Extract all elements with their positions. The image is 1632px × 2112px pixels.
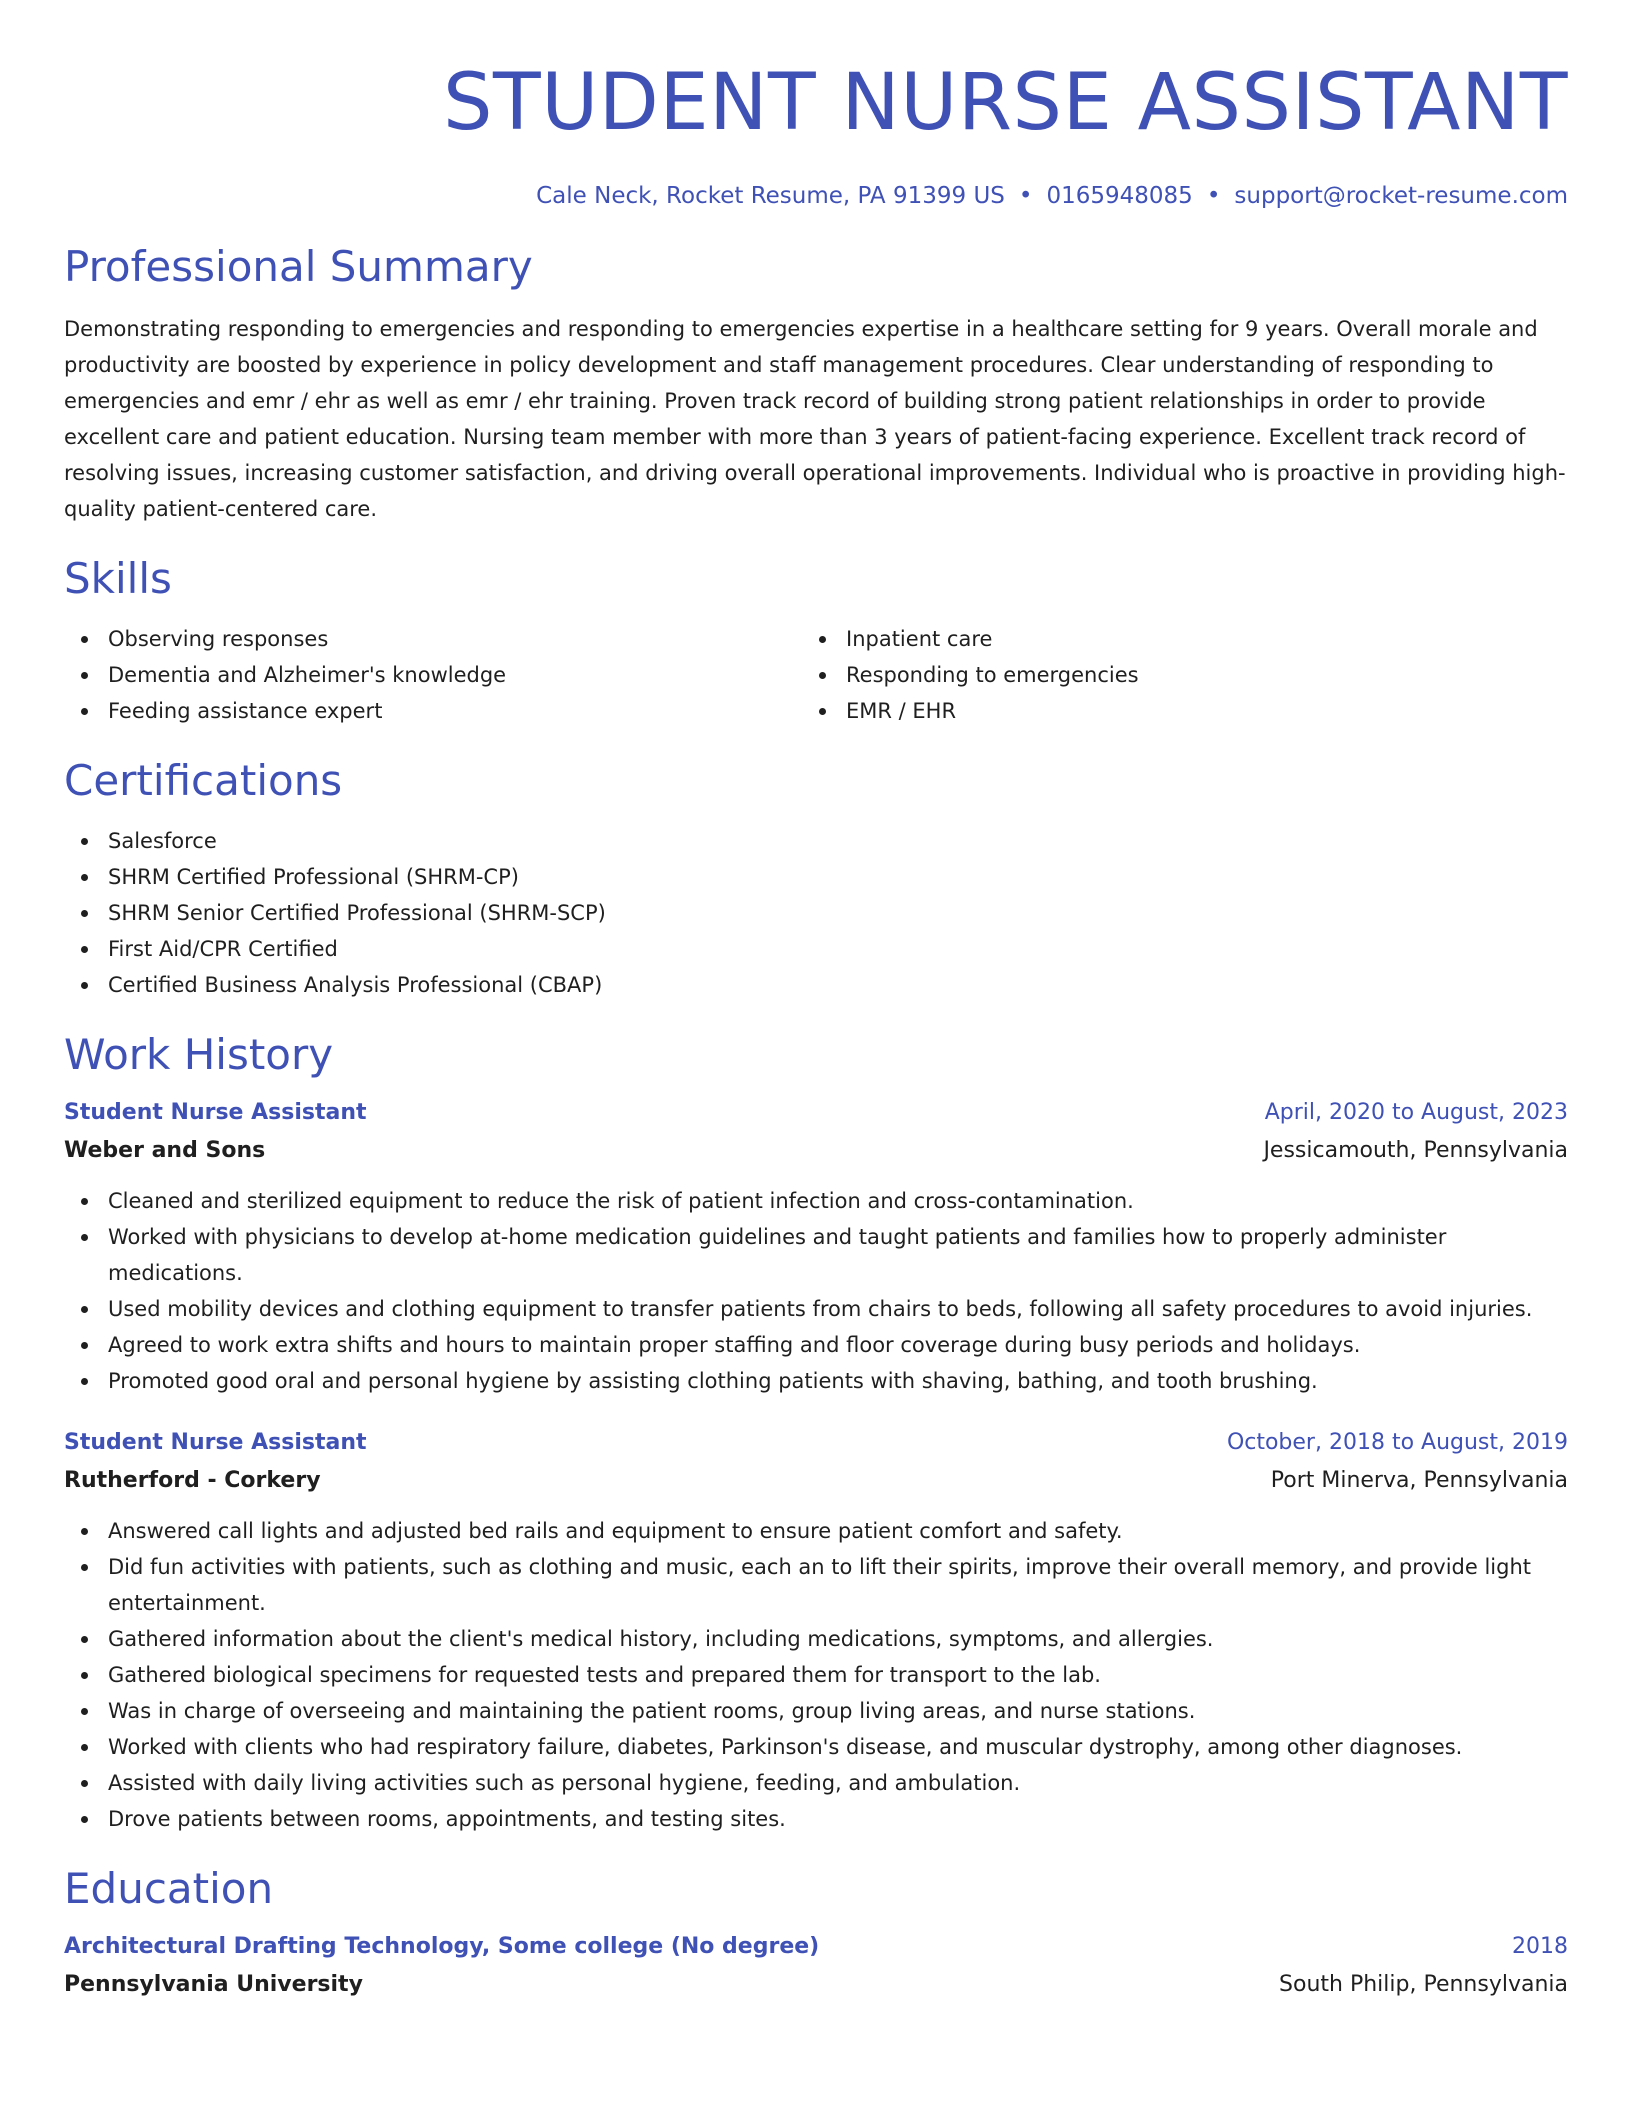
certifications-heading: Certifications	[64, 756, 343, 805]
job-header-row	[64, 1095, 1568, 1131]
job-header-row	[64, 1425, 1568, 1461]
job-duty: Worked with physicians to develop at-home medication guidelines and taught patients and families how to properly administer medications.	[64, 1219, 1568, 1291]
contact-phone: 0165948085	[1046, 183, 1193, 209]
certifications-list	[64, 823, 1568, 1003]
job-duty: Answered call lights and adjusted bed rails and equipment to ensure patient comfort and safety.	[64, 1513, 1568, 1549]
skill-item: Responding to emergencies	[802, 657, 1540, 693]
job-location: Port Minerva, Pennsylvania	[1270, 1468, 1568, 1493]
education-degree: Architectural Drafting Technology, Some college (No degree)	[64, 1934, 820, 1959]
skill-item: Inpatient care	[802, 621, 1540, 657]
job-duty: Worked with clients who had respiratory failure, diabetes, Parkinson's disease, and muscular dystrophy, among other diagnoses.	[64, 1729, 1568, 1765]
contact-address: Cale Neck, Rocket Resume, PA 91399 US	[536, 183, 1005, 209]
skill-item: Feeding assistance expert	[64, 693, 802, 729]
job-location: Jessicamouth, Pennsylvania	[1263, 1138, 1568, 1163]
education-entry	[64, 1929, 1568, 2005]
skills-columns	[64, 621, 1568, 729]
job-duty: Gathered biological specimens for requested tests and prepared them for transport to the lab.	[64, 1657, 1568, 1693]
skills-section	[64, 553, 1568, 729]
skills-heading: Skills	[64, 554, 172, 603]
job-company-row	[64, 1461, 1568, 1501]
contact-separator: •	[1206, 183, 1221, 209]
education-school-row	[64, 1965, 1568, 2005]
job-duty: Gathered information about the client's medical history, including medications, symptoms, and allergies.	[64, 1621, 1568, 1657]
job-duties-list	[64, 1513, 1568, 1837]
work-section	[64, 1029, 1568, 1837]
contact-line	[64, 181, 1568, 211]
job-dates: October, 2018 to August, 2019	[1226, 1430, 1568, 1455]
job-company-row	[64, 1131, 1568, 1171]
job-duty: Cleaned and sterilized equipment to reduce the risk of patient infection and cross-contamination.	[64, 1183, 1568, 1219]
job-duty: Was in charge of overseeing and maintaining the patient rooms, group living areas, and nurse stations.	[64, 1693, 1568, 1729]
job-duty: Used mobility devices and clothing equipment to transfer patients from chairs to beds, following all safety procedures to avoid injuries.	[64, 1291, 1568, 1327]
job-duty: Promoted good oral and personal hygiene by assisting clothing patients with shaving, bathing, and tooth brushing.	[64, 1363, 1568, 1399]
education-year: 2018	[1512, 1934, 1568, 1959]
summary-section	[64, 241, 1568, 527]
job-entry	[64, 1425, 1568, 1837]
education-heading: Education	[64, 1864, 274, 1913]
job-duty: Assisted with daily living activities such as personal hygiene, feeding, and ambulation.	[64, 1765, 1568, 1801]
summary-text: Demonstrating responding to emergencies and responding to emergencies expertise in a healthcare setting for 9 years. Overall morale and productivity are boosted by experience in policy development and staff management procedures. Clear understanding of responding to emergencies and emr / ehr as well as emr / ehr training. Proven track record of building strong patient relationships in order to provide excellent care and patient education. Nursing team member with more than 3 years of patient-facing experience. Excellent track record of resolving issues, increasing customer satisfaction, and driving overall operational improvements. Individual who is proactive in providing high-quality patient-centered care.	[64, 317, 1566, 521]
job-title: Student Nurse Assistant	[64, 1100, 367, 1125]
certification-item: SHRM Certified Professional (SHRM-CP)	[64, 859, 1568, 895]
skills-list-right	[802, 621, 1540, 729]
job-company: Weber and Sons	[64, 1138, 266, 1163]
job-company: Rutherford - Corkery	[64, 1468, 321, 1493]
job-dates: April, 2020 to August, 2023	[1264, 1100, 1568, 1125]
job-duty: Did fun activities with patients, such as clothing and music, each an to lift their spirits, improve their overall memory, and provide light entertainment.	[64, 1549, 1568, 1621]
certification-item: Salesforce	[64, 823, 1568, 859]
skill-item: Dementia and Alzheimer's knowledge	[64, 657, 802, 693]
contact-separator: •	[1018, 183, 1033, 209]
work-heading: Work History	[64, 1030, 334, 1079]
education-section	[64, 1863, 1568, 2005]
job-duty: Drove patients between rooms, appointments, and testing sites.	[64, 1801, 1568, 1837]
job-duty: Agreed to work extra shifts and hours to maintain proper staffing and floor coverage during busy periods and holidays.	[64, 1327, 1568, 1363]
skills-list-left	[64, 621, 802, 729]
certifications-section	[64, 755, 1568, 1003]
job-duties-list	[64, 1183, 1568, 1399]
skill-item: EMR / EHR	[802, 693, 1540, 729]
summary-heading: Professional Summary	[64, 242, 533, 291]
contact-email[interactable]: support@rocket-resume.com	[1234, 183, 1568, 209]
certification-item: First Aid/CPR Certified	[64, 931, 1568, 967]
education-header-row	[64, 1929, 1568, 1965]
job-title: Student Nurse Assistant	[64, 1430, 367, 1455]
certification-item: SHRM Senior Certified Professional (SHRM-SCP)	[64, 895, 1568, 931]
education-location: South Philip, Pennsylvania	[1279, 1972, 1568, 1997]
education-school: Pennsylvania University	[64, 1972, 363, 1997]
resume-name: STUDENT NURSE ASSISTANT	[443, 58, 1568, 148]
job-entry	[64, 1095, 1568, 1399]
certification-item: Certified Business Analysis Professional (CBAP)	[64, 967, 1568, 1003]
skill-item: Observing responses	[64, 621, 802, 657]
